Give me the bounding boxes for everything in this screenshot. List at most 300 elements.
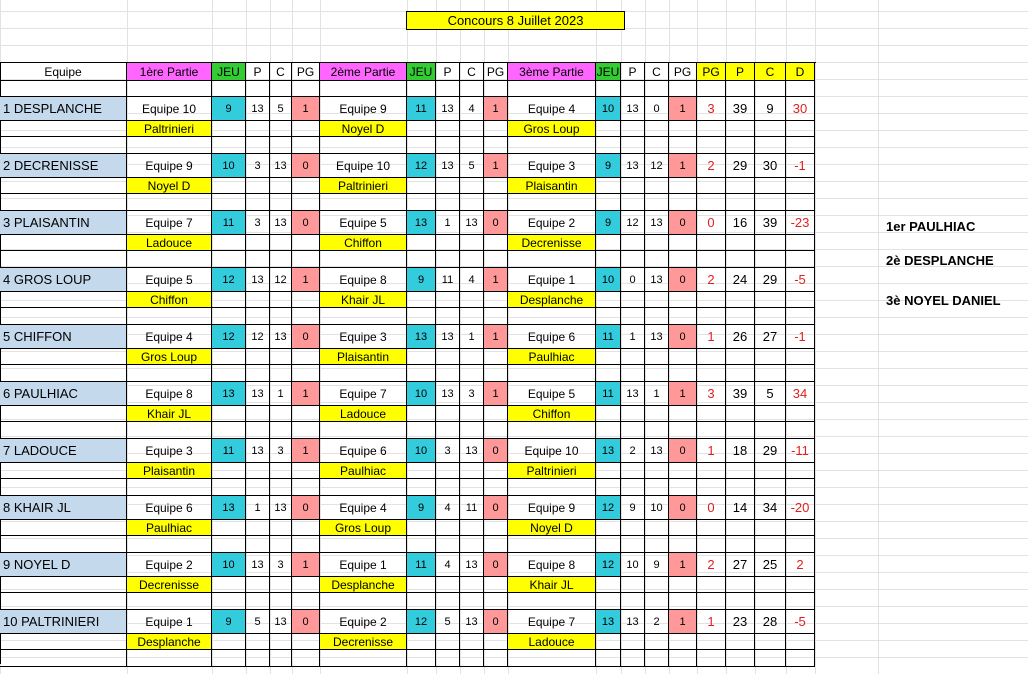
empty-cell: [786, 634, 815, 650]
total-pg: 3: [697, 382, 726, 406]
empty-cell: [0, 137, 127, 154]
player-name: Decrenisse: [320, 634, 407, 650]
points-against: 4: [460, 97, 484, 121]
empty-cell: [484, 593, 508, 610]
empty-cell: [645, 121, 669, 137]
points-against: 1: [460, 325, 484, 349]
empty-cell: [645, 593, 669, 610]
empty-cell: [645, 365, 669, 382]
empty-cell: [270, 194, 292, 211]
empty-cell: [0, 194, 127, 211]
empty-cell: [407, 194, 436, 211]
jeu-value: 13: [596, 439, 621, 463]
empty-cell: [669, 137, 697, 154]
total-p: 24: [726, 268, 755, 292]
empty-cell: [484, 292, 508, 308]
pg-value: 1: [292, 268, 320, 292]
empty-cell: [212, 178, 246, 194]
empty-cell: [645, 292, 669, 308]
player-name: Desplanche: [127, 634, 212, 650]
jeu-value: 13: [407, 325, 436, 349]
player-name: Chiffon: [508, 406, 596, 422]
team-name: 5 CHIFFON: [0, 325, 127, 349]
empty-cell: [697, 479, 726, 496]
empty-cell: [697, 577, 726, 593]
empty-cell: [697, 235, 726, 251]
empty-cell: [484, 349, 508, 365]
empty-cell: [292, 536, 320, 553]
empty-cell: [669, 422, 697, 439]
total-pg: 3: [697, 97, 726, 121]
sheet-title: [406, 11, 625, 30]
empty-cell: [645, 178, 669, 194]
opponent: Equipe 2: [127, 553, 212, 577]
jeu-value: 13: [212, 496, 246, 520]
points-for: 13: [246, 382, 270, 406]
empty-cell: [726, 365, 755, 382]
empty-cell: [786, 422, 815, 439]
total-pg: 0: [697, 211, 726, 235]
points-against: 13: [270, 496, 292, 520]
empty-cell: [460, 365, 484, 382]
empty-cell: [292, 194, 320, 211]
empty-cell: [407, 349, 436, 365]
player-name: Paulhiac: [320, 463, 407, 479]
empty-cell: [697, 121, 726, 137]
empty-cell: [436, 251, 460, 268]
opponent: Equipe 6: [320, 439, 407, 463]
points-against: 5: [460, 154, 484, 178]
empty-cell: [621, 349, 645, 365]
opponent: Equipe 4: [508, 97, 596, 121]
empty-cell: [127, 479, 212, 496]
pg-value: 0: [669, 325, 697, 349]
total-p: 16: [726, 211, 755, 235]
points-against: 13: [460, 439, 484, 463]
empty-cell: [460, 634, 484, 650]
pg-value: 1: [292, 553, 320, 577]
empty-cell: [0, 650, 127, 667]
empty-cell: [320, 593, 407, 610]
empty-cell: [755, 593, 786, 610]
empty-cell: [212, 463, 246, 479]
total-d: -1: [786, 325, 815, 349]
header-jeu-2: JEU: [407, 63, 436, 81]
empty-cell: [407, 422, 436, 439]
podium-third: 3è NOYEL DANIEL: [886, 293, 1001, 308]
empty-cell: [127, 650, 212, 667]
empty-cell: [596, 536, 621, 553]
empty-cell: [292, 178, 320, 194]
opponent: Equipe 3: [127, 439, 212, 463]
empty-cell: [436, 235, 460, 251]
empty-cell: [645, 137, 669, 154]
empty-cell: [484, 194, 508, 211]
empty-cell: [246, 194, 270, 211]
team-name: 6 PAULHIAC: [0, 382, 127, 406]
empty-cell: [596, 137, 621, 154]
empty-cell: [460, 349, 484, 365]
total-d: -5: [786, 268, 815, 292]
points-against: 13: [270, 154, 292, 178]
empty-cell: [0, 422, 127, 439]
pg-value: 0: [669, 439, 697, 463]
jeu-value: 13: [212, 382, 246, 406]
empty-cell: [621, 251, 645, 268]
pg-value: 0: [292, 211, 320, 235]
empty-cell: [407, 137, 436, 154]
empty-cell: [621, 634, 645, 650]
empty-cell: [645, 235, 669, 251]
empty-cell: [484, 406, 508, 422]
empty-cell: [270, 365, 292, 382]
empty-cell: [621, 178, 645, 194]
empty-cell: [246, 349, 270, 365]
empty-cell: [212, 577, 246, 593]
empty-cell: [212, 235, 246, 251]
empty-cell: [697, 634, 726, 650]
empty-cell: [645, 422, 669, 439]
empty-cell: [436, 422, 460, 439]
empty-cell: [669, 536, 697, 553]
empty-cell: [0, 121, 127, 137]
empty-cell: [669, 520, 697, 536]
empty-cell: [407, 121, 436, 137]
empty-cell: [726, 634, 755, 650]
empty-cell: [292, 308, 320, 325]
opponent: Equipe 9: [508, 496, 596, 520]
jeu-value: 13: [596, 610, 621, 634]
empty-cell: [786, 479, 815, 496]
empty-cell: [292, 121, 320, 137]
empty-cell: [292, 251, 320, 268]
empty-cell: [436, 577, 460, 593]
empty-cell: [484, 536, 508, 553]
team-name: 1 DESPLANCHE: [0, 97, 127, 121]
total-pg: 2: [697, 154, 726, 178]
empty-cell: [127, 81, 212, 97]
empty-cell: [726, 235, 755, 251]
jeu-value: 12: [212, 268, 246, 292]
empty-cell: [697, 536, 726, 553]
empty-cell: [270, 251, 292, 268]
player-name: Khair JL: [320, 292, 407, 308]
empty-cell: [621, 194, 645, 211]
empty-cell: [755, 235, 786, 251]
points-for: 1: [246, 496, 270, 520]
empty-cell: [621, 422, 645, 439]
empty-cell: [484, 634, 508, 650]
header-total-c: C: [755, 63, 786, 81]
player-name: Decrenisse: [508, 235, 596, 251]
empty-cell: [755, 308, 786, 325]
empty-cell: [212, 308, 246, 325]
empty-cell: [645, 463, 669, 479]
empty-cell: [212, 251, 246, 268]
empty-cell: [407, 308, 436, 325]
empty-cell: [212, 593, 246, 610]
jeu-value: 11: [212, 211, 246, 235]
empty-cell: [726, 137, 755, 154]
empty-cell: [645, 349, 669, 365]
team-name: 9 NOYEL D: [0, 553, 127, 577]
empty-cell: [508, 308, 596, 325]
empty-cell: [270, 308, 292, 325]
empty-cell: [270, 406, 292, 422]
empty-cell: [292, 650, 320, 667]
points-for: 3: [436, 439, 460, 463]
player-name: Khair JL: [508, 577, 596, 593]
points-against: 13: [645, 439, 669, 463]
opponent: Equipe 4: [127, 325, 212, 349]
empty-cell: [436, 463, 460, 479]
empty-cell: [460, 308, 484, 325]
empty-cell: [786, 650, 815, 667]
empty-cell: [755, 634, 786, 650]
jeu-value: 9: [596, 211, 621, 235]
empty-cell: [755, 463, 786, 479]
points-for: 4: [436, 496, 460, 520]
header-partie-1: 1ère Partie: [127, 63, 212, 81]
empty-cell: [726, 349, 755, 365]
empty-cell: [726, 593, 755, 610]
empty-cell: [246, 235, 270, 251]
player-name: Gros Loup: [127, 349, 212, 365]
empty-cell: [0, 520, 127, 536]
empty-cell: [407, 577, 436, 593]
empty-cell: [0, 463, 127, 479]
player-name: Paltrinieri: [127, 121, 212, 137]
empty-cell: [270, 650, 292, 667]
empty-cell: [726, 81, 755, 97]
empty-cell: [508, 194, 596, 211]
points-for: 13: [436, 325, 460, 349]
jeu-value: 12: [407, 154, 436, 178]
total-c: 25: [755, 553, 786, 577]
player-name: Desplanche: [320, 577, 407, 593]
empty-cell: [0, 292, 127, 308]
empty-cell: [436, 137, 460, 154]
opponent: Equipe 6: [127, 496, 212, 520]
total-d: -11: [786, 439, 815, 463]
empty-cell: [697, 463, 726, 479]
jeu-value: 12: [596, 496, 621, 520]
pg-value: 0: [292, 610, 320, 634]
points-against: 13: [270, 211, 292, 235]
empty-cell: [212, 194, 246, 211]
player-name: Ladouce: [320, 406, 407, 422]
empty-cell: [292, 81, 320, 97]
empty-cell: [508, 479, 596, 496]
empty-cell: [320, 479, 407, 496]
pg-value: 0: [484, 610, 508, 634]
empty-cell: [292, 479, 320, 496]
empty-cell: [292, 634, 320, 650]
opponent: Equipe 8: [508, 553, 596, 577]
empty-cell: [246, 292, 270, 308]
empty-cell: [270, 422, 292, 439]
empty-cell: [127, 365, 212, 382]
empty-cell: [697, 365, 726, 382]
empty-cell: [212, 634, 246, 650]
points-for: 13: [621, 382, 645, 406]
empty-cell: [669, 463, 697, 479]
pg-value: 1: [669, 610, 697, 634]
empty-cell: [786, 536, 815, 553]
total-d: -20: [786, 496, 815, 520]
empty-cell: [621, 479, 645, 496]
pg-value: 1: [292, 382, 320, 406]
empty-cell: [786, 292, 815, 308]
player-name: Chiffon: [320, 235, 407, 251]
empty-cell: [0, 251, 127, 268]
total-pg: 1: [697, 325, 726, 349]
points-for: 5: [436, 610, 460, 634]
empty-cell: [270, 593, 292, 610]
empty-cell: [460, 650, 484, 667]
total-d: -5: [786, 610, 815, 634]
header-equipe: Equipe: [0, 63, 127, 81]
empty-cell: [436, 292, 460, 308]
pg-value: 1: [292, 97, 320, 121]
empty-cell: [484, 121, 508, 137]
opponent: Equipe 2: [508, 211, 596, 235]
empty-cell: [508, 365, 596, 382]
empty-cell: [786, 121, 815, 137]
empty-cell: [645, 520, 669, 536]
empty-cell: [786, 349, 815, 365]
empty-cell: [786, 251, 815, 268]
pg-value: 0: [484, 439, 508, 463]
jeu-value: 10: [212, 154, 246, 178]
empty-cell: [726, 520, 755, 536]
empty-cell: [292, 235, 320, 251]
empty-cell: [292, 577, 320, 593]
empty-cell: [0, 349, 127, 365]
empty-cell: [755, 81, 786, 97]
total-p: 39: [726, 97, 755, 121]
points-against: 13: [270, 325, 292, 349]
team-name: 3 PLAISANTIN: [0, 211, 127, 235]
empty-cell: [697, 650, 726, 667]
empty-cell: [460, 406, 484, 422]
points-against: 13: [460, 211, 484, 235]
empty-cell: [621, 137, 645, 154]
empty-cell: [755, 178, 786, 194]
empty-cell: [645, 479, 669, 496]
empty-cell: [460, 137, 484, 154]
player-name: Paltrinieri: [508, 463, 596, 479]
empty-cell: [726, 251, 755, 268]
empty-cell: [697, 81, 726, 97]
points-for: 13: [246, 97, 270, 121]
points-for: 3: [246, 154, 270, 178]
empty-cell: [596, 349, 621, 365]
empty-cell: [0, 536, 127, 553]
total-d: -23: [786, 211, 815, 235]
empty-cell: [460, 178, 484, 194]
total-p: 18: [726, 439, 755, 463]
empty-cell: [407, 178, 436, 194]
empty-cell: [697, 349, 726, 365]
empty-cell: [246, 406, 270, 422]
empty-cell: [292, 520, 320, 536]
empty-cell: [292, 593, 320, 610]
team-name: 8 KHAIR JL: [0, 496, 127, 520]
empty-cell: [484, 520, 508, 536]
jeu-value: 10: [212, 553, 246, 577]
jeu-value: 12: [596, 553, 621, 577]
empty-cell: [460, 593, 484, 610]
jeu-value: 11: [212, 439, 246, 463]
points-against: 0: [645, 97, 669, 121]
empty-cell: [786, 406, 815, 422]
empty-cell: [407, 520, 436, 536]
empty-cell: [292, 422, 320, 439]
empty-cell: [697, 593, 726, 610]
empty-cell: [621, 121, 645, 137]
empty-cell: [621, 536, 645, 553]
empty-cell: [407, 536, 436, 553]
empty-cell: [621, 577, 645, 593]
empty-cell: [786, 235, 815, 251]
empty-cell: [460, 194, 484, 211]
empty-cell: [436, 121, 460, 137]
empty-cell: [726, 536, 755, 553]
empty-cell: [645, 81, 669, 97]
jeu-value: 9: [212, 610, 246, 634]
pg-value: 1: [669, 553, 697, 577]
empty-cell: [320, 137, 407, 154]
empty-cell: [292, 349, 320, 365]
total-c: 27: [755, 325, 786, 349]
opponent: Equipe 10: [508, 439, 596, 463]
empty-cell: [596, 650, 621, 667]
empty-cell: [697, 251, 726, 268]
opponent: Equipe 3: [320, 325, 407, 349]
opponent: Equipe 7: [508, 610, 596, 634]
points-against: 3: [270, 439, 292, 463]
empty-cell: [436, 634, 460, 650]
empty-cell: [755, 365, 786, 382]
empty-cell: [645, 536, 669, 553]
points-for: 11: [436, 268, 460, 292]
header-pg-3: PG: [669, 63, 697, 81]
empty-cell: [320, 650, 407, 667]
empty-cell: [669, 365, 697, 382]
empty-cell: [292, 463, 320, 479]
empty-cell: [212, 406, 246, 422]
empty-cell: [212, 137, 246, 154]
pg-value: 1: [669, 97, 697, 121]
empty-cell: [726, 178, 755, 194]
empty-cell: [484, 365, 508, 382]
empty-cell: [645, 308, 669, 325]
points-for: 1: [621, 325, 645, 349]
player-name: Plaisantin: [320, 349, 407, 365]
empty-cell: [292, 292, 320, 308]
empty-cell: [621, 520, 645, 536]
empty-cell: [697, 308, 726, 325]
empty-cell: [270, 81, 292, 97]
player-name: Plaisantin: [508, 178, 596, 194]
empty-cell: [755, 406, 786, 422]
points-against: 12: [270, 268, 292, 292]
empty-cell: [697, 137, 726, 154]
podium-first: 1er PAULHIAC: [886, 219, 976, 234]
empty-cell: [726, 479, 755, 496]
empty-cell: [755, 121, 786, 137]
